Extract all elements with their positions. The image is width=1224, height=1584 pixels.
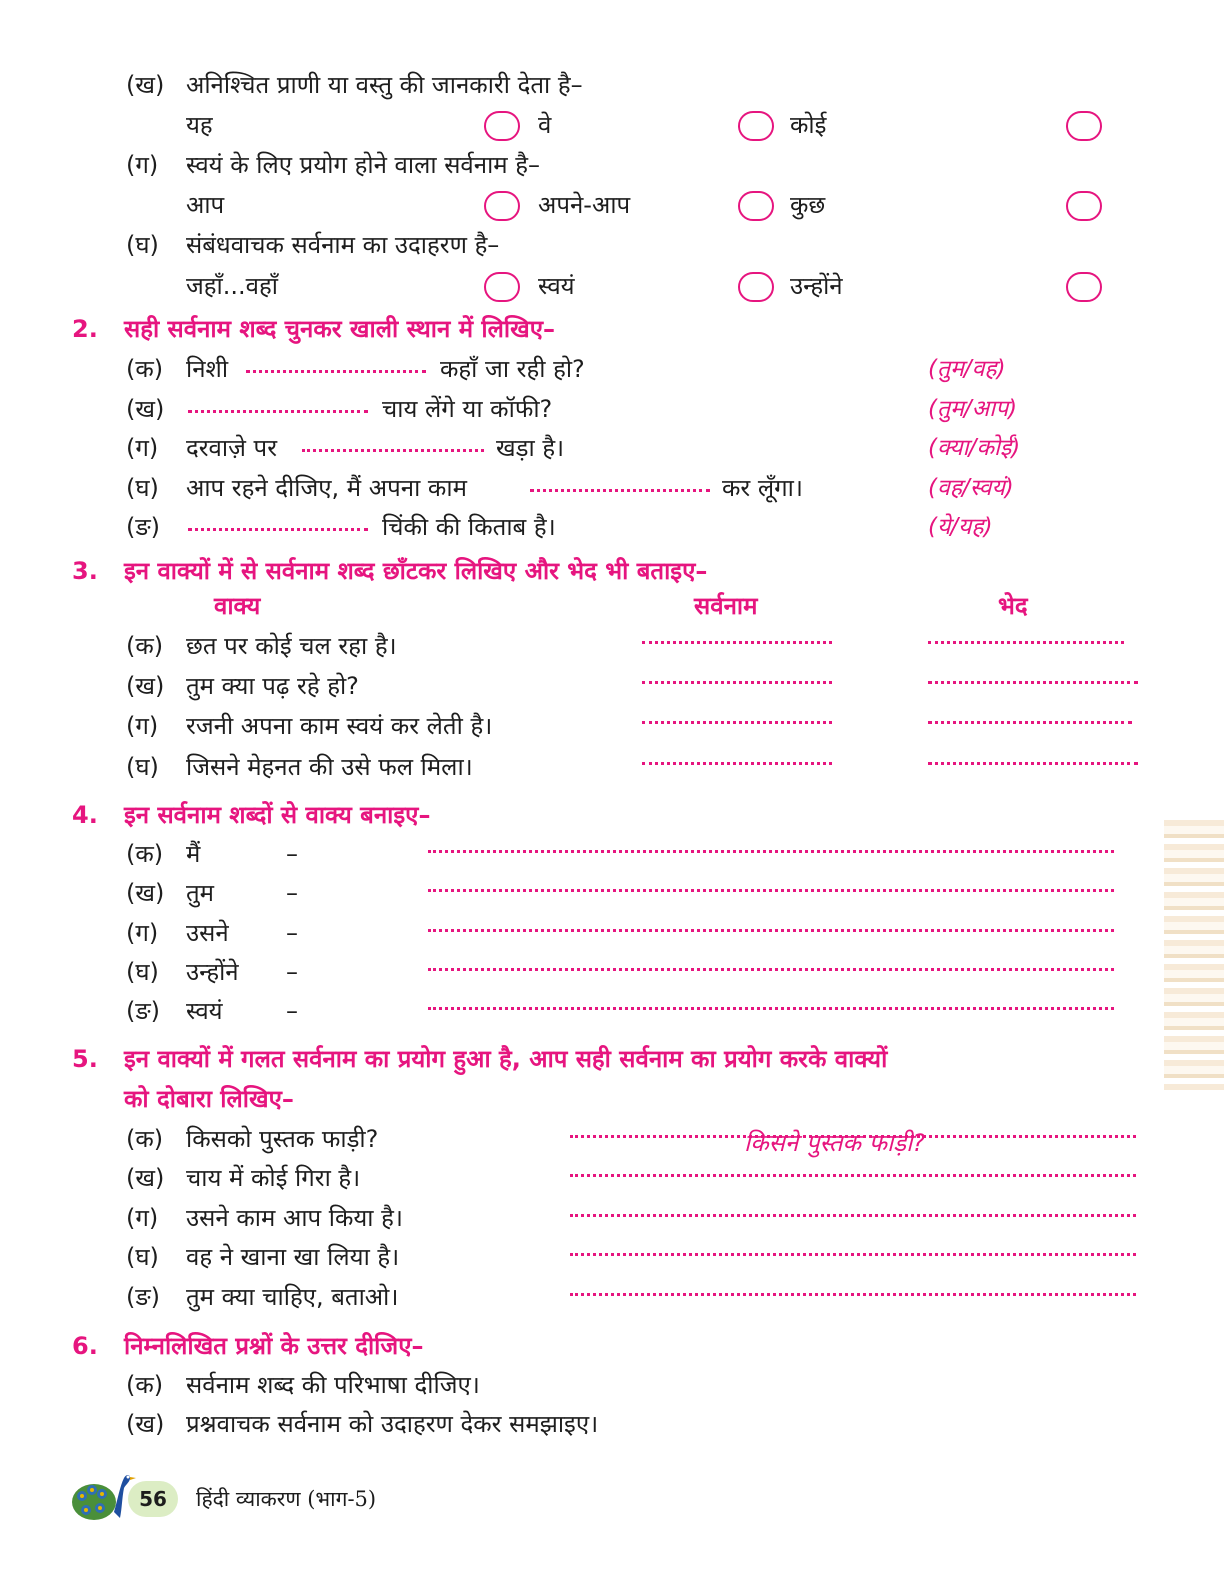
- pronoun-blank[interactable]: [642, 762, 832, 765]
- q5-sentence: तुम क्या चाहिए, बताओ।: [186, 1283, 399, 1311]
- q4-dash: –: [286, 958, 298, 986]
- q1-part-label: (ख): [126, 71, 165, 99]
- q2-after: कहाँ जा रही हो?: [440, 355, 585, 383]
- column-header-sentence: वाक्य: [214, 592, 261, 620]
- question-title: इन सर्वनाम शब्दों से वाक्य बनाइए–: [124, 801, 431, 829]
- blank-line[interactable]: [188, 528, 368, 531]
- type-blank[interactable]: [928, 721, 1132, 724]
- q2-before: आप रहने दीजिए, मैं अपना काम: [186, 474, 467, 502]
- rewrite-blank[interactable]: [570, 1174, 1136, 1177]
- q4-word: तुम: [186, 879, 215, 907]
- q2-after: चाय लेंगे या कॉफी?: [382, 395, 553, 423]
- q1-part-label: (घ): [126, 231, 159, 259]
- pronoun-blank[interactable]: [642, 641, 832, 644]
- q2-label: (ख): [126, 395, 165, 423]
- question-number: 6.: [72, 1332, 98, 1360]
- column-header-type: भेद: [998, 592, 1028, 620]
- q4-dash: –: [286, 919, 298, 947]
- type-blank[interactable]: [928, 762, 1138, 765]
- pronoun-blank[interactable]: [642, 681, 832, 684]
- pronoun-blank[interactable]: [642, 721, 832, 724]
- sentence-blank[interactable]: [428, 850, 1114, 853]
- q6-question: सर्वनाम शब्द की परिभाषा दीजिए।: [186, 1371, 480, 1399]
- q1-option: यह: [186, 111, 213, 139]
- q2-before: निशी: [186, 355, 229, 383]
- q2-hint: (तुम/आप): [928, 396, 1018, 422]
- q2-after: चिंकी की किताब है।: [382, 513, 556, 541]
- question-title: निम्नलिखित प्रश्नों के उत्तर दीजिए–: [124, 1332, 424, 1360]
- q4-label: (ख): [126, 879, 165, 907]
- q4-label: (ङ): [126, 997, 161, 1025]
- question-title-continued: को दोबारा लिखिए–: [124, 1085, 294, 1113]
- q6-label: (क): [126, 1371, 164, 1399]
- q4-dash: –: [286, 840, 298, 868]
- q4-label: (घ): [126, 958, 159, 986]
- q5-sentence: वह ने खाना खा लिया है।: [186, 1243, 400, 1271]
- decorative-brush-strip: [1164, 820, 1224, 1090]
- q2-label: (ग): [126, 434, 159, 462]
- q2-after: खड़ा है।: [496, 434, 565, 462]
- q3-sentence: तुम क्या पढ़ रहे हो?: [186, 672, 359, 700]
- rewrite-blank[interactable]: [570, 1253, 1136, 1256]
- q3-label: (क): [126, 632, 164, 660]
- q1-answer-box[interactable]: [738, 111, 774, 141]
- question-number: 3.: [72, 557, 98, 585]
- q5-sentence: चाय में कोई गिरा है।: [186, 1164, 361, 1192]
- q3-sentence: रजनी अपना काम स्वयं कर लेती है।: [186, 712, 493, 740]
- q5-sentence: किसको पुस्तक फाड़ी?: [186, 1125, 379, 1153]
- q4-dash: –: [286, 879, 298, 907]
- blank-line[interactable]: [302, 449, 484, 452]
- question-title: सही सर्वनाम शब्द चुनकर खाली स्थान में लिखिए–: [124, 315, 556, 343]
- q1-answer-box[interactable]: [738, 272, 774, 302]
- q4-label: (ग): [126, 919, 159, 947]
- q2-label: (घ): [126, 474, 159, 502]
- q1-option: जहाँ...वहाँ: [186, 272, 278, 300]
- q1-answer-box[interactable]: [484, 191, 520, 221]
- q4-label: (क): [126, 840, 164, 868]
- q2-after: कर लूँगा।: [722, 474, 803, 502]
- sample-answer: किसने पुस्तक फाड़ी?: [744, 1129, 926, 1157]
- q2-hint: (तुम/वह): [928, 356, 1006, 382]
- q1-part-label: (ग): [126, 151, 159, 179]
- q1-option: उन्होंने: [790, 272, 843, 300]
- q5-label: (ङ): [126, 1283, 161, 1311]
- blank-line[interactable]: [530, 489, 710, 492]
- rewrite-blank[interactable]: [570, 1293, 1136, 1296]
- q2-hint: (वह/स्वयं): [928, 475, 1014, 501]
- q3-label: (ग): [126, 712, 159, 740]
- column-header-pronoun: सर्वनाम: [694, 592, 758, 620]
- q1-option: अपने-आप: [538, 191, 631, 219]
- q1-option: वे: [538, 111, 552, 139]
- type-blank[interactable]: [928, 641, 1124, 644]
- question-number: 5.: [72, 1045, 98, 1073]
- q3-label: (ख): [126, 672, 165, 700]
- q1-answer-box[interactable]: [1066, 191, 1102, 221]
- sentence-blank[interactable]: [428, 889, 1114, 892]
- q4-word: मैं: [186, 840, 201, 868]
- q1-answer-box[interactable]: [1066, 111, 1102, 141]
- q1-option: कोई: [790, 111, 827, 139]
- page-number: 56: [128, 1481, 178, 1517]
- sentence-blank[interactable]: [428, 929, 1114, 932]
- type-blank[interactable]: [928, 681, 1138, 684]
- question-number: 4.: [72, 801, 98, 829]
- q6-question: प्रश्नवाचक सर्वनाम को उदाहरण देकर समझाइए।: [186, 1410, 599, 1438]
- q1-option: स्वयं: [538, 272, 575, 300]
- q5-label: (ग): [126, 1204, 159, 1232]
- q1-part-text: अनिश्चित प्राणी या वस्तु की जानकारी देता है–: [186, 71, 583, 99]
- q2-label: (ङ): [126, 513, 161, 541]
- q4-word: स्वयं: [186, 997, 223, 1025]
- question-number: 2.: [72, 315, 98, 343]
- q1-answer-box[interactable]: [1066, 272, 1102, 302]
- q1-part-text: स्वयं के लिए प्रयोग होने वाला सर्वनाम है–: [186, 151, 541, 179]
- q1-option: कुछ: [790, 191, 826, 219]
- q1-option: आप: [186, 191, 225, 219]
- q5-sentence: उसने काम आप किया है।: [186, 1204, 403, 1232]
- book-title: हिंदी व्याकरण (भाग-5): [196, 1487, 377, 1511]
- q1-part-text: संबंधवाचक सर्वनाम का उदाहरण है–: [186, 231, 500, 259]
- q2-hint: (क्या/कोई): [928, 435, 1021, 461]
- q2-hint: (ये/यह): [928, 514, 993, 540]
- q6-label: (ख): [126, 1410, 165, 1438]
- q5-label: (घ): [126, 1243, 159, 1271]
- sentence-blank[interactable]: [428, 968, 1114, 971]
- q3-sentence: जिसने मेहनत की उसे फल मिला।: [186, 753, 473, 781]
- rewrite-blank[interactable]: [570, 1214, 1136, 1217]
- q4-dash: –: [286, 997, 298, 1025]
- q1-answer-box[interactable]: [738, 191, 774, 221]
- q3-sentence: छत पर कोई चल रहा है।: [186, 632, 397, 660]
- question-title: इन वाक्यों में गलत सर्वनाम का प्रयोग हुआ है, आप सही सर्वनाम का प्रयोग करके वाक्यों: [124, 1045, 888, 1073]
- q1-answer-box[interactable]: [484, 111, 520, 141]
- q2-before: दरवाज़े पर: [186, 434, 278, 462]
- q4-word: उन्होंने: [186, 958, 239, 986]
- q1-answer-box[interactable]: [484, 272, 520, 302]
- question-title: इन वाक्यों में से सर्वनाम शब्द छाँटकर लिखिए और भेद भी बताइए–: [124, 557, 708, 585]
- q2-label: (क): [126, 355, 164, 383]
- blank-line[interactable]: [188, 410, 368, 413]
- blank-line[interactable]: [246, 370, 426, 373]
- q4-word: उसने: [186, 919, 229, 947]
- q3-label: (घ): [126, 753, 159, 781]
- q5-label: (ख): [126, 1164, 165, 1192]
- q5-label: (क): [126, 1125, 164, 1153]
- sentence-blank[interactable]: [428, 1007, 1114, 1010]
